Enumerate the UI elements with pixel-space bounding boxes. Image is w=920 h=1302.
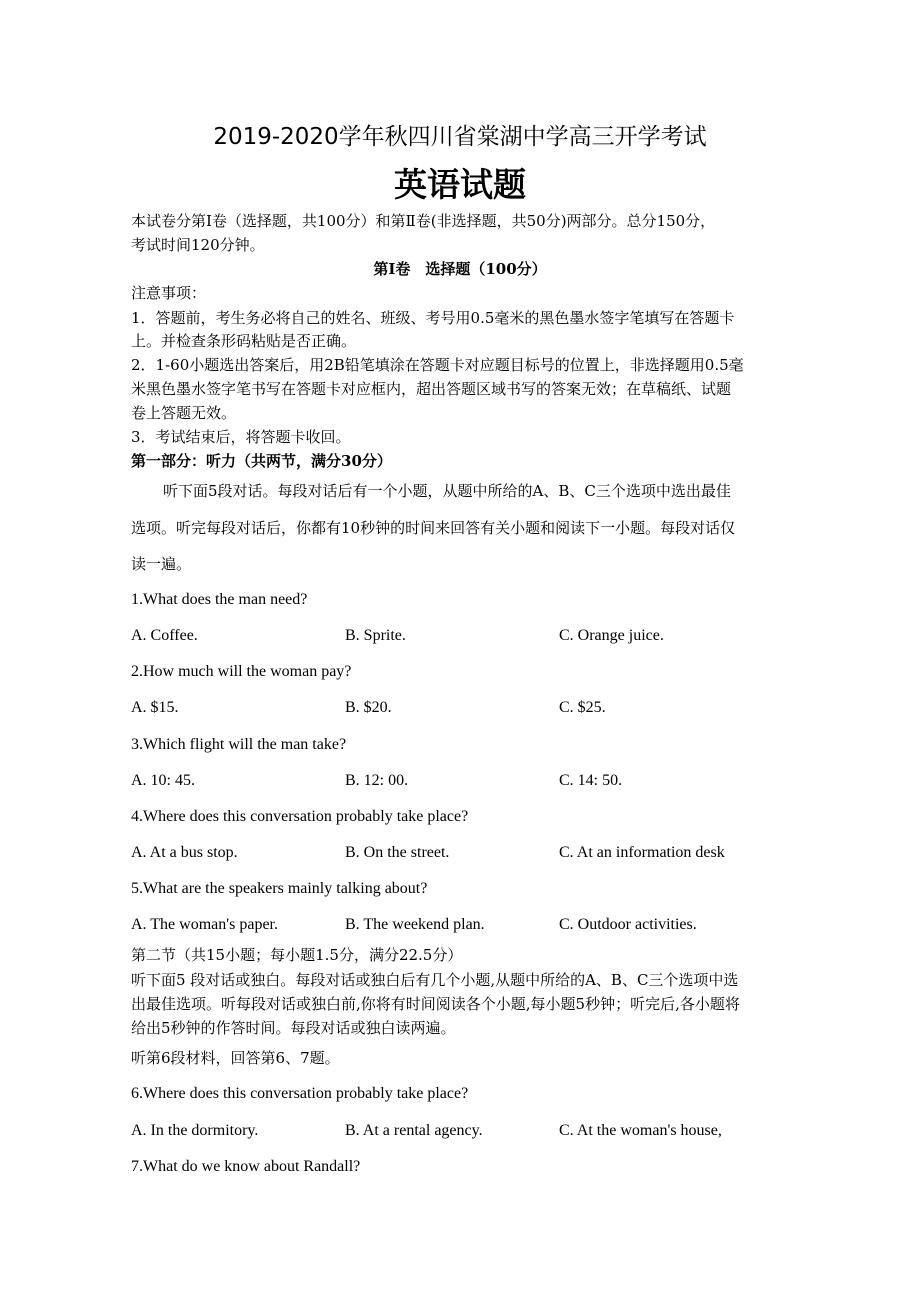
notes-line: 2．1-60小题选出答案后，用2B铅笔填涂在答题卡对应题目标号的位置上，非选择题用0.5毫: [131, 356, 744, 374]
question-text: 2.How much will the woman pay?: [131, 663, 352, 680]
option-b: B. On the street.: [345, 844, 450, 861]
option-c: C. At an information desk: [559, 844, 725, 861]
option-a: A. $15.: [131, 699, 179, 716]
option-c: C. Orange juice.: [559, 627, 664, 644]
option-a: A. In the dormitory.: [131, 1122, 259, 1139]
question-text: 7.What do we know about Randall?: [131, 1158, 361, 1175]
notes-line: 上。并检查条形码粘贴是否正确。: [131, 332, 357, 350]
notes-line: 米黑色墨水签字笔书写在答题卡对应框内，超出答题区域书写的答案无效；在草稿纸、试题: [131, 380, 732, 398]
part1-instruction: 读一遍。: [131, 555, 192, 573]
option-c: C. 14: 50.: [559, 772, 623, 789]
option-b: B. 12: 00.: [345, 772, 409, 789]
material-note: 听第6段材料，回答第6、7题。: [131, 1049, 340, 1067]
part1-instruction: 选项。听完每段对话后，你都有10秒钟的时间来回答有关小题和阅读下一小题。每段对话仅: [131, 519, 736, 537]
part2-instruction: 听下面5 段对话或独白。每段对话或独白后有几个小题,从题中所给的A、B、C三个选项中选: [131, 971, 739, 989]
part2-instruction: 给出5秒钟的作答时间。每段对话或独白读两遍。: [131, 1019, 456, 1037]
question-text: 3.Which flight will the man take?: [131, 736, 347, 753]
part1-heading: 第一部分：听力（共两节，满分30分）: [131, 452, 392, 470]
section-title: 第Ⅰ卷 选择题（100分）: [373, 260, 547, 278]
question-text: 6.Where does this conversation probably take place?: [131, 1085, 469, 1102]
notes-heading: 注意事项：: [131, 284, 207, 302]
option-b: B. $20.: [345, 699, 392, 716]
exam-title: 2019-2020学年秋四川省棠湖中学高三开学考试: [213, 124, 707, 150]
part1-instruction: 听下面5段对话。每段对话后有一个小题，从题中所给的A、B、C三个选项中选出最佳: [163, 482, 731, 500]
option-a: A. Coffee.: [131, 627, 198, 644]
option-a: A. 10: 45.: [131, 772, 195, 789]
option-c: C. $25.: [559, 699, 606, 716]
question-text: 1.What does the man need?: [131, 591, 308, 608]
option-b: B. At a rental agency.: [345, 1122, 483, 1139]
notes-line: 卷上答题无效。: [131, 404, 237, 422]
question-text: 5.What are the speakers mainly talking about?: [131, 880, 428, 897]
part2-instruction: 出最佳选项。听每段对话或独白前,你将有时间阅读各个小题,每小题5秒钟；听完后,各小题将: [131, 995, 740, 1013]
option-c: C. Outdoor activities.: [559, 916, 697, 933]
intro-line: 考试时间120分钟。: [131, 236, 265, 254]
option-a: A. The woman's paper.: [131, 916, 278, 933]
intro-line: 本试卷分第Ⅰ卷（选择题，共100分）和第Ⅱ卷(非选择题，共50分)两部分。总分150分，: [131, 212, 716, 230]
option-c: C. At the woman's house,: [559, 1122, 722, 1139]
notes-line: 3．考试结束后，将答题卡收回。: [131, 428, 351, 446]
option-b: B. The weekend plan.: [345, 916, 485, 933]
part2-heading: 第二节（共15小题；每小题1.5分，满分22.5分）: [131, 946, 463, 964]
option-a: A. At a bus stop.: [131, 844, 238, 861]
notes-line: 1．答题前，考生务必将自己的姓名、班级、考号用0.5毫米的黑色墨水签字笔填写在答题卡: [131, 309, 735, 327]
subject-title: 英语试题: [394, 165, 526, 204]
option-b: B. Sprite.: [345, 627, 406, 644]
question-text: 4.Where does this conversation probably take place?: [131, 808, 469, 825]
